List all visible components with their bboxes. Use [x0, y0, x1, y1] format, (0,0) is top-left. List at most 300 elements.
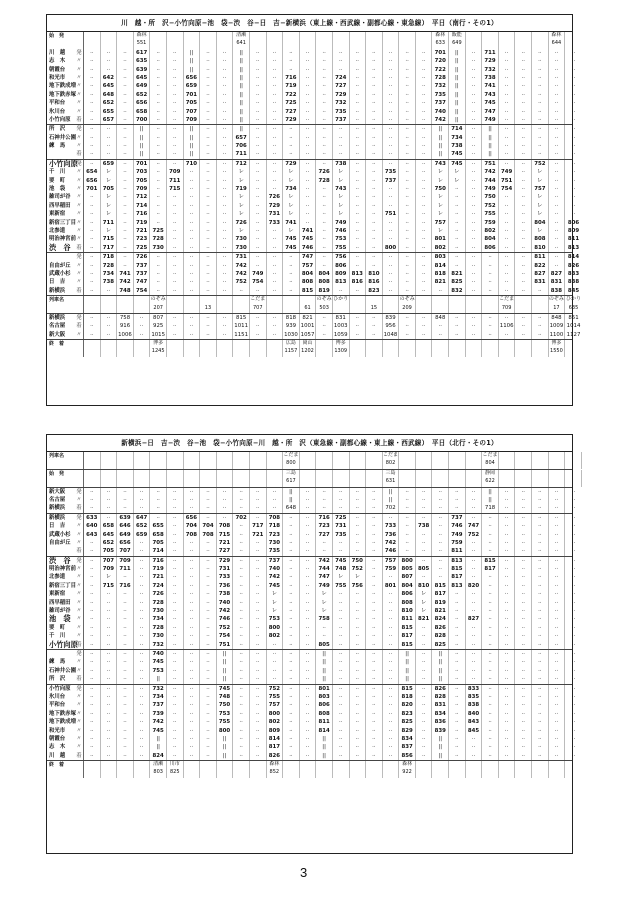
time-cell [233, 761, 250, 769]
time-cell: ·· [134, 735, 151, 743]
time-cell: ·· [333, 66, 350, 74]
time-cell: ·· [549, 718, 566, 726]
time-cell: ·· [300, 565, 317, 573]
time-cell [416, 348, 433, 356]
time-cell: 816 [366, 278, 383, 286]
time-cell: 753 [333, 235, 350, 243]
time-cell: ·· [167, 547, 184, 555]
time-cell: ·· [167, 573, 184, 581]
time-cell: ·· [482, 314, 499, 322]
time-cell: ·· [571, 58, 576, 65]
time-cell: ·· [383, 185, 400, 193]
time-cell [200, 460, 217, 468]
time-cell: ·· [333, 667, 350, 675]
time-cell: ·· [515, 227, 532, 235]
time-cell: ·· [200, 582, 217, 590]
time-cell: ·· [250, 607, 267, 615]
station-name: 始 発 [49, 470, 65, 477]
time-cell [350, 460, 367, 468]
time-cell: ·· [233, 496, 250, 504]
time-cell: || [432, 150, 449, 158]
time-cell: ·· [416, 74, 433, 82]
time-cell [582, 478, 599, 486]
time-cell: 752 [217, 624, 234, 632]
time-cell: 751 [383, 210, 400, 218]
time-cell: ·· [399, 227, 416, 235]
time-cell [217, 340, 234, 348]
time-cell: ·· [84, 547, 101, 555]
time-cell: ·· [167, 514, 184, 522]
time-cell [167, 305, 184, 313]
time-cell: ·· [101, 599, 118, 607]
time-cell: ·· [150, 496, 167, 504]
time-cell: 732 [482, 66, 499, 74]
time-cell: ·· [184, 632, 201, 640]
time-cell: ·· [383, 160, 400, 168]
time-cells [84, 202, 582, 210]
time-cell: 1100 [549, 331, 564, 338]
time-cell: ·· [449, 685, 466, 693]
time-cell: ·· [101, 701, 118, 709]
time-cell: ·· [383, 735, 400, 743]
time-cell: ·· [366, 735, 383, 743]
time-cell: ·· [449, 193, 466, 201]
time-cell [350, 40, 367, 48]
time-cell: ·· [316, 210, 333, 218]
time-cell: ·· [200, 693, 217, 701]
time-cell: ·· [167, 287, 184, 295]
station-name: 始 発 [49, 33, 65, 39]
time-cell: ·· [366, 718, 383, 726]
time-cell: 826 [432, 685, 449, 693]
time-cell: 744 [316, 565, 333, 573]
time-cell: || [134, 134, 151, 142]
time-cell: ·· [184, 193, 201, 201]
time-cell: || [432, 142, 449, 150]
time-cell: 741 [283, 219, 300, 227]
time-cell: レ [267, 590, 284, 598]
time-cells [84, 718, 582, 726]
time-cell: 800 [217, 727, 234, 735]
time-cell: ·· [366, 675, 383, 683]
time-cell: ·· [482, 615, 499, 623]
time-cell: ·· [416, 235, 433, 243]
time-cell: ·· [549, 160, 566, 168]
time-cell: ·· [399, 168, 416, 176]
time-cell: ·· [532, 66, 549, 74]
time-cell [217, 761, 234, 769]
time-cells [84, 193, 582, 201]
time-cell: 723 [316, 522, 333, 530]
time-cell [200, 452, 217, 460]
time-cell: 746 [300, 244, 317, 252]
time-cell [366, 296, 383, 304]
southbound-title: 川 越・所 沢−小竹向原−池 袋−渋 谷−日 吉−新横浜（東上線・西武線・副都心線・東急線） 平日（南行・その1） [47, 15, 572, 32]
time-cell: 741 [300, 227, 317, 235]
time-cell: ·· [366, 116, 383, 124]
time-cell: ·· [449, 331, 466, 339]
time-cell: ·· [167, 710, 184, 718]
station-name: 新横浜 [49, 314, 66, 321]
time-cell: ·· [134, 710, 151, 718]
time-cell [101, 452, 118, 460]
time-cell: ·· [383, 82, 400, 90]
time-cell: ·· [571, 719, 576, 726]
time-cell: ·· [532, 675, 549, 683]
time-cell [134, 478, 151, 486]
time-cell: 三島 [383, 470, 400, 478]
time-cell: ·· [200, 599, 217, 607]
time-cell: ·· [267, 57, 284, 65]
time-cell: ·· [383, 615, 400, 623]
time-cell: ·· [499, 331, 516, 339]
time-cell [117, 40, 134, 48]
time-cell: ·· [466, 667, 483, 675]
time-cell [200, 340, 217, 348]
table-row [47, 242, 580, 252]
time-cell [117, 470, 134, 478]
time-cell: ·· [366, 531, 383, 539]
time-cell [565, 761, 582, 769]
time-cell: ·· [84, 624, 101, 632]
time-cell: 701 [432, 49, 449, 57]
origin-row-2 [47, 40, 572, 48]
time-cell: ·· [184, 650, 201, 658]
time-cell: 711 [117, 565, 134, 573]
time-cell: 717 [250, 522, 267, 530]
arrive-depart-mark: 〃 [75, 539, 84, 547]
time-cell: ·· [416, 219, 433, 227]
time-cell: ·· [167, 262, 184, 270]
time-cell: ·· [167, 235, 184, 243]
time-cell: ·· [416, 278, 433, 286]
table-row [47, 202, 576, 210]
time-cell: ·· [167, 150, 184, 158]
time-cell: ·· [482, 547, 499, 555]
time-cell: ·· [515, 615, 532, 623]
time-cell: ·· [350, 322, 367, 330]
time-cell: ·· [350, 99, 367, 107]
time-cells [84, 74, 582, 82]
time-cell: ·· [167, 49, 184, 57]
time-cell: ·· [250, 752, 267, 760]
time-cell: 743 [333, 185, 350, 193]
time-cell: ·· [416, 675, 433, 683]
time-cell: 806 [567, 219, 580, 226]
arrive-depart-mark: 〃 [75, 177, 84, 185]
time-cell: ·· [549, 82, 566, 90]
time-cell: ·· [117, 573, 134, 581]
time-cell: ·· [366, 514, 383, 522]
time-cell: 730 [150, 632, 167, 640]
time-cell: ·· [333, 693, 350, 701]
time-cell: ·· [117, 488, 134, 496]
time-cells [84, 322, 582, 330]
time-cell: ·· [499, 270, 516, 278]
time-cell: 805 [316, 641, 333, 649]
time-cell [582, 470, 599, 478]
time-cell: 732 [150, 685, 167, 693]
time-cell: 811 [532, 253, 549, 261]
time-cell: ·· [499, 262, 516, 270]
time-cell [432, 470, 449, 478]
time-cell: 635 [568, 304, 579, 311]
time-cell: || [233, 57, 250, 65]
time-cell: ·· [233, 701, 250, 709]
time-cell: 730 [233, 235, 250, 243]
time-cell [300, 452, 317, 460]
time-cell: ·· [283, 253, 300, 261]
time-cell [300, 460, 317, 468]
time-cell: ·· [499, 253, 516, 261]
time-cell: 656 [117, 539, 134, 547]
time-cell [449, 348, 466, 356]
time-cell: ·· [466, 160, 483, 168]
time-cell: 721 [217, 539, 234, 547]
time-cell: ·· [383, 57, 400, 65]
time-cell: 754 [134, 287, 151, 295]
time-cell: ·· [571, 177, 576, 184]
time-cell: ·· [532, 650, 549, 658]
station-name: 氷川台 [49, 693, 66, 700]
time-cell: || [217, 650, 234, 658]
time-cell: ·· [250, 150, 267, 158]
time-cell: 749 [316, 582, 333, 590]
time-cell: ·· [532, 667, 549, 675]
time-cell [134, 761, 151, 769]
time-cell: ·· [515, 314, 532, 322]
time-cell: 659 [134, 531, 151, 539]
time-cell: 716 [283, 74, 300, 82]
time-cell [549, 460, 566, 468]
time-cell: 703 [134, 168, 151, 176]
time-cell: ·· [217, 244, 234, 252]
time-cell: レ [101, 573, 118, 581]
time-cell: ·· [167, 650, 184, 658]
time-cell: ·· [383, 74, 400, 82]
time-cells [84, 531, 582, 539]
time-cell: 804 [300, 270, 317, 278]
time-cell: ·· [250, 262, 267, 270]
time-cell: ·· [383, 270, 400, 278]
time-cell: ·· [499, 547, 516, 555]
time-cell: ·· [84, 693, 101, 701]
time-cell: ·· [549, 142, 566, 150]
time-cell: ·· [499, 641, 516, 649]
time-cell [482, 296, 499, 304]
time-cell: || [432, 650, 449, 658]
time-cell: ·· [399, 488, 416, 496]
time-cell: ·· [217, 210, 234, 218]
time-cell: ·· [84, 557, 101, 565]
time-cell: ·· [350, 142, 367, 150]
time-cell: 709 [134, 185, 151, 193]
time-cell: 756 [350, 582, 367, 590]
time-cell: 733 [267, 219, 284, 227]
time-cell: 726 [134, 253, 151, 261]
time-cell: 808 [316, 278, 333, 286]
time-cell [515, 478, 532, 486]
time-cell: ·· [267, 116, 284, 124]
time-cells [84, 219, 582, 227]
time-cell: 705 [150, 539, 167, 547]
time-cell: ·· [217, 227, 234, 235]
time-cell: ·· [233, 752, 250, 760]
time-cell: 750 [350, 557, 367, 565]
time-cell [101, 32, 118, 40]
time-cell [84, 348, 101, 356]
time-cells [84, 185, 582, 193]
time-cell: ·· [117, 701, 134, 709]
time-cell: ·· [482, 262, 499, 270]
time-cell: ·· [250, 134, 267, 142]
time-cell [117, 296, 134, 304]
time-cell: ·· [416, 287, 433, 295]
time-cell: 1127 [566, 331, 581, 338]
time-cell: 821 [449, 270, 466, 278]
time-cell [267, 470, 284, 478]
time-cell: ·· [267, 74, 284, 82]
time-cell: ·· [84, 718, 101, 726]
time-cell: 848 [432, 314, 449, 322]
time-cell: ·· [549, 177, 566, 185]
time-cell [350, 348, 367, 356]
time-cell: ·· [466, 599, 483, 607]
time-cells [84, 514, 582, 522]
time-cell: ·· [515, 331, 532, 339]
station-name: 雑司が谷 [49, 194, 71, 201]
arrive-depart-mark: 〃 [75, 193, 84, 201]
station-name: 平和台 [49, 702, 66, 709]
time-cell [150, 460, 167, 468]
station-name: 所 沢 [49, 126, 66, 133]
time-cell: ·· [283, 743, 300, 751]
time-cell: 641 [233, 40, 250, 48]
station-name: 地下鉄成増 [49, 83, 76, 90]
train-number-row [47, 460, 572, 468]
time-cell: ·· [184, 685, 201, 693]
time-cells [84, 727, 582, 735]
time-cell: ·· [449, 210, 466, 218]
time-cell: ·· [515, 667, 532, 675]
time-cell: ·· [383, 650, 400, 658]
time-cell: ·· [549, 522, 566, 530]
time-cell: ·· [233, 710, 250, 718]
table-row [47, 227, 580, 235]
time-cell: ·· [499, 650, 516, 658]
time-cell: ·· [515, 278, 532, 286]
arrive-depart-mark [75, 769, 84, 777]
time-cell [399, 452, 416, 460]
time-cell: ·· [449, 727, 466, 735]
time-cell: ·· [333, 134, 350, 142]
time-cell: 737 [432, 99, 449, 107]
time-cell: ·· [466, 314, 483, 322]
arrive-depart-mark: 〃 [75, 57, 84, 65]
arrive-depart-mark: 〃 [75, 202, 84, 210]
time-cell: ·· [416, 108, 433, 116]
time-cell [416, 769, 433, 777]
time-cell: ·· [233, 641, 250, 649]
time-cell: ·· [549, 168, 566, 176]
table-row [47, 639, 576, 649]
time-cell: ·· [134, 693, 151, 701]
station-name: 終 着 [49, 341, 65, 348]
table-row [47, 49, 576, 57]
time-cell: ·· [333, 727, 350, 735]
arrive-depart-mark: 〃 [75, 235, 84, 243]
time-cell: 755 [333, 244, 350, 252]
time-cell: ·· [316, 193, 333, 201]
time-cell [150, 452, 167, 460]
time-cell: ·· [134, 658, 151, 666]
station-name: 武蔵小杉 [49, 270, 71, 277]
time-cell [84, 340, 101, 348]
time-cell: ·· [366, 202, 383, 210]
time-cell [482, 40, 499, 48]
time-cell: 956 [383, 322, 400, 330]
time-cell: ·· [167, 74, 184, 82]
arrive-depart-mark: 発 [75, 49, 84, 57]
time-cell: ·· [350, 743, 367, 751]
time-cell: 808 [399, 599, 416, 607]
time-cell: 734 [150, 615, 167, 623]
time-cell: ·· [571, 685, 576, 692]
time-cell [217, 305, 234, 313]
time-cell: 738 [101, 278, 118, 286]
time-cell: ·· [316, 202, 333, 210]
table-row [47, 116, 576, 124]
time-cell: ·· [250, 650, 267, 658]
time-cell: ·· [250, 210, 267, 218]
time-cell: ·· [499, 607, 516, 615]
time-cell: レ [316, 599, 333, 607]
time-cell: 739 [150, 710, 167, 718]
time-cell: ·· [466, 193, 483, 201]
time-cell [532, 470, 549, 478]
time-cell: ·· [549, 547, 566, 555]
station-name: 石神井公園 [49, 667, 76, 674]
time-cell: ·· [383, 142, 400, 150]
time-cell: ·· [333, 125, 350, 133]
station-name: 志 木 [49, 744, 66, 751]
time-cell: 704 [200, 522, 217, 530]
time-cell: 816 [350, 278, 367, 286]
time-cell: 735 [383, 168, 400, 176]
time-cell: 823 [366, 287, 383, 295]
time-cell [383, 769, 400, 777]
time-cell: || [283, 488, 300, 496]
time-cell: ·· [499, 235, 516, 243]
time-cell: 833 [567, 270, 580, 277]
time-cell: 715 [101, 582, 118, 590]
time-cell: ·· [333, 504, 350, 512]
time-cell: ·· [532, 49, 549, 57]
time-cell: ·· [316, 244, 333, 252]
time-cell: ·· [350, 710, 367, 718]
time-cell: 207 [150, 305, 167, 313]
time-cell: ·· [250, 49, 267, 57]
time-cell: ·· [84, 108, 101, 116]
time-cell: ·· [482, 693, 499, 701]
time-cell: ·· [515, 49, 532, 57]
time-cell [167, 460, 184, 468]
time-cell: ·· [549, 125, 566, 133]
time-cell: ·· [117, 227, 134, 235]
time-cell: ·· [432, 557, 449, 565]
time-cell: ·· [200, 675, 217, 683]
northbound-title: 新横浜−日 吉−渋 谷−池 袋−小竹向原−川 越・所 沢（東急線・副都心線・東上線・西武線） 平日（北行・その1） [47, 435, 572, 452]
